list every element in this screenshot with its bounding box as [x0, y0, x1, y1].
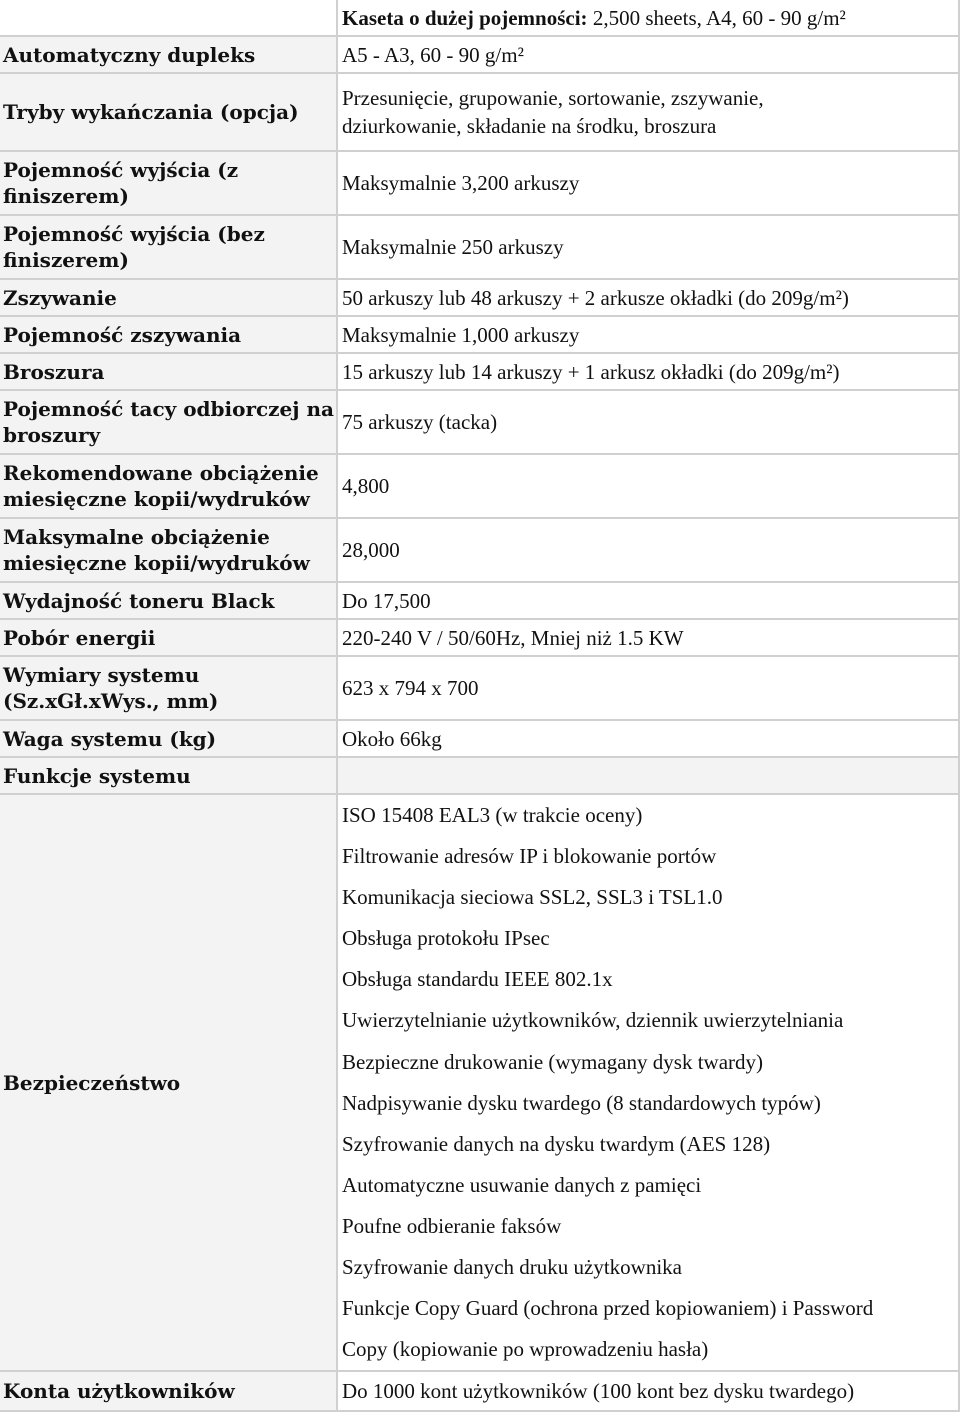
spec-row: [0, 216, 960, 280]
spec-label-line: Pojemność tacy odbiorczej na: [3, 397, 334, 421]
spec-row: [0, 519, 960, 583]
security-list: [338, 795, 960, 1372]
spec-label: Pobór energii: [0, 620, 338, 657]
spec-row: [0, 657, 960, 721]
security-item: Nadpisywanie dysku twardego (8 standardowych typów): [342, 1090, 821, 1115]
spec-label: Funkcje systemu: [0, 758, 338, 795]
spec-row: [0, 455, 960, 519]
spec-label-line: Maksymalne obciążenie: [3, 525, 270, 549]
security-label: Bezpieczeństwo: [0, 795, 338, 1372]
spec-label: Broszura: [0, 354, 338, 391]
spec-row: [0, 758, 960, 795]
security-item: Szyfrowanie danych na dysku twardym (AES 128): [342, 1131, 771, 1156]
security-item: ISO 15408 EAL3 (w trakcie oceny): [342, 803, 643, 827]
spec-value: 28,000: [338, 519, 960, 583]
accounts-value: Do 1000 kont użytkowników (100 kont bez dysku twardego): [338, 1372, 960, 1412]
spec-label: [0, 455, 338, 519]
spec-value: Maksymalnie 3,200 arkuszy: [338, 152, 960, 216]
spec-row: [0, 354, 960, 391]
spec-value-line: dziurkowanie, składanie na środku, broszura: [342, 114, 717, 138]
spec-value: 50 arkuszy lub 48 arkuszy + 2 arkusze okładki (do 209g/m²): [338, 280, 960, 317]
spec-row: [0, 37, 960, 74]
spec-row: [0, 620, 960, 657]
spec-label: Pojemność zszywania: [0, 317, 338, 354]
spec-label-line: Pojemność wyjścia (bez: [3, 222, 265, 246]
spec-label-line: miesięczne kopii/wydruków: [3, 487, 310, 511]
security-item: Obsługa protokołu IPsec: [342, 926, 550, 951]
spec-label: [0, 152, 338, 216]
spec-label-line: (Sz.xGł.xWys., mm): [3, 689, 219, 713]
security-item: Obsługa standardu IEEE 802.1x: [342, 967, 613, 992]
spec-value-bold: Kaseta o dużej pojemności:: [342, 5, 588, 30]
spec-value: 4,800: [338, 455, 960, 519]
spec-label: [0, 0, 338, 37]
security-item: Filtrowanie adresów IP i blokowanie portów: [342, 844, 717, 869]
spec-label-line: Rekomendowane obciążenie: [3, 461, 319, 485]
spec-row: [0, 391, 960, 455]
spec-label: Zszywanie: [0, 280, 338, 317]
spec-value: Około 66kg: [338, 721, 960, 758]
spec-row-security: [0, 795, 960, 1372]
spec-value: A5 - A3, 60 - 90 g/m²: [338, 37, 960, 74]
security-item: Komunikacja sieciowa SSL2, SSL3 i TSL1.0: [342, 885, 723, 910]
spec-value-text: 2,500 sheets, A4, 60 - 90 g/m²: [592, 5, 846, 30]
spec-label: Wydajność toneru Black: [0, 583, 338, 620]
spec-label: Automatyczny dupleks: [0, 37, 338, 74]
spec-value: 75 arkuszy (tacka): [338, 391, 960, 455]
spec-value: 623 x 794 x 700: [338, 657, 960, 721]
security-item: Szyfrowanie danych druku użytkownika: [342, 1255, 682, 1280]
spec-row: [0, 152, 960, 216]
spec-row: [0, 74, 960, 152]
spec-row: [0, 1372, 960, 1412]
security-item: Uwierzytelnianie użytkowników, dziennik uwierzytelniania: [342, 1008, 844, 1033]
spec-value: [338, 0, 960, 37]
spec-label-line: miesięczne kopii/wydruków: [3, 551, 310, 575]
spec-value: 220-240 V / 50/60Hz, Mniej niż 1.5 KW: [338, 620, 960, 657]
security-item: Automatyczne usuwanie danych z pamięci: [342, 1172, 702, 1197]
spec-label: [0, 657, 338, 721]
spec-label-line: Wymiary systemu: [3, 663, 200, 687]
spec-row: [0, 0, 960, 37]
spec-row: [0, 280, 960, 317]
spec-value: 15 arkuszy lub 14 arkuszy + 1 arkusz okładki (do 209g/m²): [338, 354, 960, 391]
security-item: Poufne odbieranie faksów: [342, 1213, 562, 1238]
spec-label: Waga systemu (kg): [0, 721, 338, 758]
spec-value: Do 17,500: [338, 583, 960, 620]
spec-label-line: Pojemność wyjścia (z: [3, 158, 239, 182]
spec-value: Maksymalnie 250 arkuszy: [338, 216, 960, 280]
spec-label: [0, 216, 338, 280]
accounts-label: Konta użytkowników: [0, 1372, 338, 1412]
spec-label: [0, 519, 338, 583]
security-item: Funkcje Copy Guard (ochrona przed kopiowaniem) i Password: [342, 1296, 874, 1321]
spec-value: [338, 74, 960, 152]
spec-value: Maksymalnie 1,000 arkuszy: [338, 317, 960, 354]
spec-row: [0, 583, 960, 620]
spec-label-line: finiszerem): [3, 184, 129, 208]
spec-label-line: broszury: [3, 423, 101, 447]
security-item: Copy (kopiowanie po wprowadzeniu hasła): [342, 1337, 709, 1362]
security-item: Bezpieczne drukowanie (wymagany dysk twardy): [342, 1049, 764, 1074]
spec-label-line: finiszerem): [3, 248, 129, 272]
spec-row: [0, 721, 960, 758]
spec-label: [0, 391, 338, 455]
spec-value: [338, 758, 960, 795]
spec-row: [0, 317, 960, 354]
spec-label: Tryby wykańczania (opcja): [0, 74, 338, 152]
spec-value-line: Przesunięcie, grupowanie, sortowanie, zszywanie,: [342, 86, 764, 110]
